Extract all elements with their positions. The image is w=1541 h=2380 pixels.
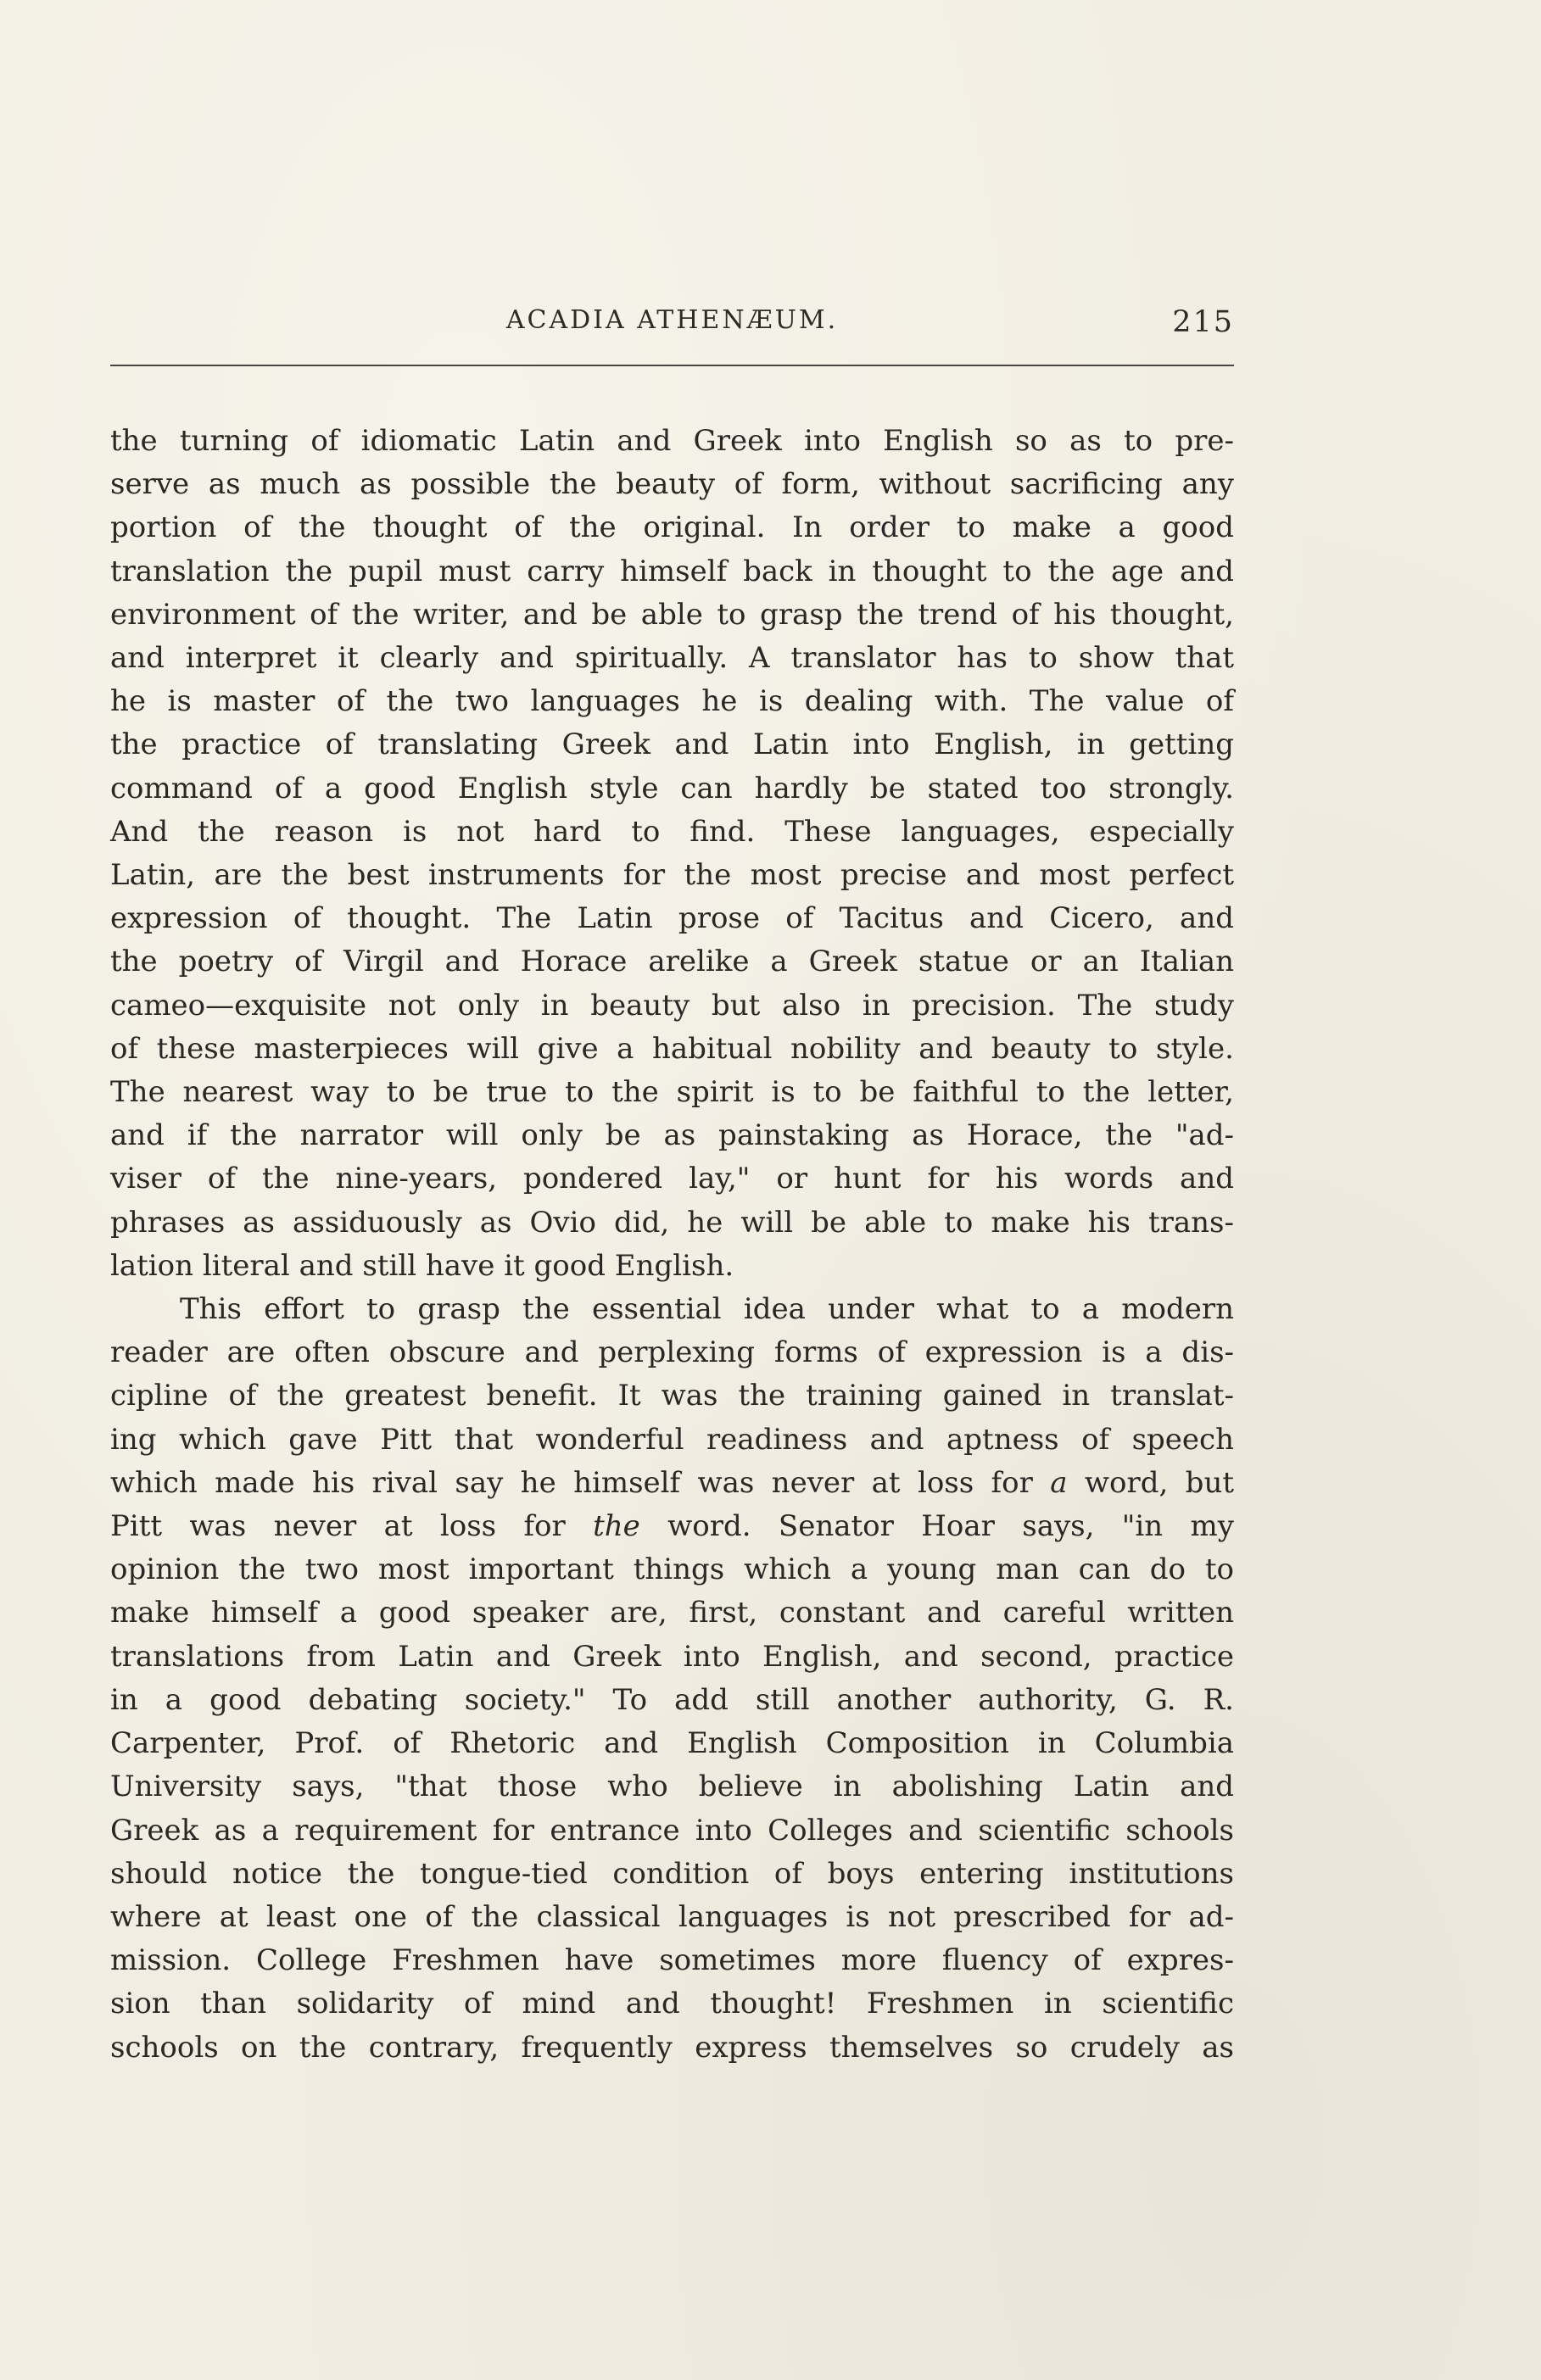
text-line: should notice the tongue-tied condition of boys entering institutions: [110, 1856, 1234, 1891]
text-line: command of a good English style can hardly be stated too strongly.: [110, 771, 1234, 805]
italic-word: the: [593, 1509, 640, 1544]
text-line: translations from Latin and Greek into English, and second, practice: [110, 1639, 1234, 1674]
text-line: expression of thought. The Latin prose of Tacitus and Cicero, and: [110, 901, 1234, 936]
text-line: cipline of the greatest benefit. It was the training gained in translat-: [110, 1379, 1234, 1413]
text-line: And the reason is not hard to find. These languages, especially: [110, 814, 1234, 849]
text-line: reader are often obscure and perplexing forms of expression is a dis-: [110, 1335, 1234, 1370]
text-fragment: word. Senator Hoar says, "in my: [667, 1509, 1234, 1544]
paragraph-2: [110, 1288, 1234, 2070]
text-fragment: Pitt was never at loss for: [110, 1509, 566, 1544]
text-line: environment of the writer, and be able to grasp the trend of his thought,: [110, 597, 1234, 632]
text-line: make himself a good speaker are, first, constant and careful written: [110, 1596, 1234, 1630]
text-line: where at least one of the classical languages is not prescribed for ad-: [110, 1899, 1234, 1934]
text-line-with-italic: [110, 1462, 1234, 1505]
text-fragment: which made his rival say he himself was never at loss for: [110, 1465, 1033, 1500]
text-line: mission. College Freshmen have sometimes more fluency of expres-: [110, 1943, 1234, 1978]
italic-word: a: [1050, 1465, 1068, 1500]
text-line: he is master of the two languages he is dealing with. The value of: [110, 684, 1234, 719]
text-line: lation literal and still have it good English.: [110, 1248, 734, 1283]
body-text: [110, 420, 1234, 2070]
page-number: 215: [1172, 305, 1234, 339]
text-line: Latin, are the best instruments for the most precise and most perfect: [110, 858, 1234, 893]
header-rule: [110, 365, 1234, 366]
text-line: translation the pupil must carry himself back in thought to the age and: [110, 554, 1234, 588]
running-head: ACADIA ATHENÆUM.: [505, 305, 839, 335]
text-line: the turning of idiomatic Latin and Greek into English so as to pre-: [110, 424, 1234, 458]
text-line: the poetry of Virgil and Horace arelike a Greek statue or an Italian: [110, 945, 1234, 979]
text-line: The nearest way to be true to the spirit is to be faithful to the letter,: [110, 1075, 1234, 1110]
text-line-with-italic: [110, 1505, 1234, 1548]
text-line: and if the narrator will only be as painstaking as Horace, the "ad-: [110, 1118, 1234, 1153]
text-line: phrases as assiduously as Ovio did, he will be able to make his trans-: [110, 1205, 1234, 1240]
text-line: serve as much as possible the beauty of form, without sacrificing any: [110, 467, 1234, 502]
text-line: viser of the nine-years, pondered lay," or hunt for his words and: [110, 1162, 1234, 1196]
text-line: opinion the two most important things which a young man can do to: [110, 1552, 1234, 1587]
text-line: cameo—exquisite not only in beauty but also in precision. The study: [110, 988, 1234, 1023]
text-line: in a good debating society." To add still another authority, G. R.: [110, 1682, 1234, 1717]
text-line: sion than solidarity of mind and thought! Freshmen in scientific: [110, 1987, 1234, 2021]
text-line: Carpenter, Prof. of Rhetoric and English Composition in Columbia: [110, 1726, 1234, 1761]
text-line: Greek as a requirement for entrance into Colleges and scientific schools: [110, 1813, 1234, 1848]
text-line: This effort to grasp the essential idea under what to a modern: [180, 1292, 1234, 1327]
text-line: University says, "that those who believe in abolishing Latin and: [110, 1770, 1234, 1804]
text-line: schools on the contrary, frequently express themselves so crudely as: [110, 2030, 1234, 2065]
paragraph-1: [110, 420, 1234, 1288]
text-line: and interpret it clearly and spiritually. A translator has to show that: [110, 641, 1234, 676]
text-line: portion of the thought of the original. In order to make a good: [110, 510, 1234, 545]
page-header: [110, 305, 1234, 348]
text-line: the practice of translating Greek and Latin into English, in getting: [110, 727, 1234, 762]
text-fragment: word, but: [1084, 1465, 1234, 1500]
text-line: ing which gave Pitt that wonderful readiness and aptness of speech: [110, 1422, 1234, 1457]
text-line: of these masterpieces will give a habitual nobility and beauty to style.: [110, 1031, 1234, 1066]
